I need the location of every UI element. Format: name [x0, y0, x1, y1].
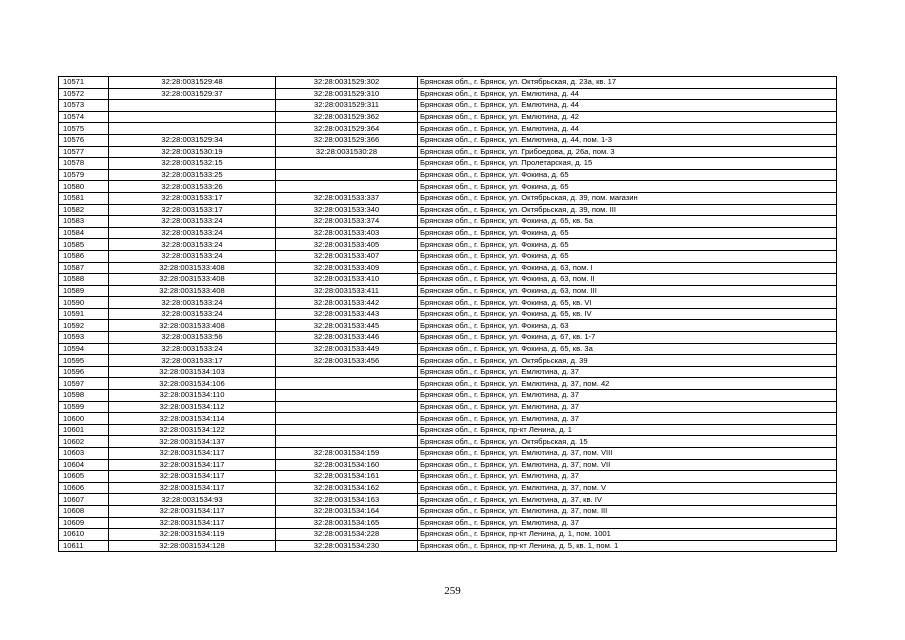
row-number-cell: 10578 — [59, 158, 109, 170]
object-number-cell: 32:28:0031534:165 — [276, 517, 418, 529]
object-number-cell: 32:28:0031533:442 — [276, 297, 418, 309]
row-number-cell: 10606 — [59, 482, 109, 494]
parcel-number-cell: 32:28:0031529:37 — [109, 88, 276, 100]
table-row — [59, 297, 837, 309]
parcel-number-cell: 32:28:0031534:114 — [109, 413, 276, 425]
address-cell: Брянская обл., г. Брянск, ул. Емлютина, д. 37 — [418, 517, 837, 529]
row-number-cell: 10586 — [59, 250, 109, 262]
parcel-number-cell: 32:28:0031533:24 — [109, 239, 276, 251]
object-number-cell: 32:28:0031533:374 — [276, 216, 418, 228]
table-row — [59, 77, 837, 89]
object-number-cell — [276, 424, 418, 436]
row-number-cell: 10610 — [59, 529, 109, 541]
table-row — [59, 262, 837, 274]
address-cell: Брянская обл., г. Брянск, ул. Октябрьская, д. 15 — [418, 436, 837, 448]
row-number-cell: 10571 — [59, 77, 109, 89]
row-number-cell: 10588 — [59, 274, 109, 286]
address-cell: Брянская обл., г. Брянск, ул. Емлютина, д. 37 — [418, 401, 837, 413]
table-row — [59, 332, 837, 344]
row-number-cell: 10582 — [59, 204, 109, 216]
parcel-number-cell: 32:28:0031529:34 — [109, 134, 276, 146]
address-cell: Брянская обл., г. Брянск, ул. Грибоедова, д. 26а, пом. 3 — [418, 146, 837, 158]
row-number-cell: 10591 — [59, 308, 109, 320]
parcel-number-cell: 32:28:0031533:408 — [109, 262, 276, 274]
table-row — [59, 505, 837, 517]
row-number-cell: 10601 — [59, 424, 109, 436]
object-number-cell — [276, 401, 418, 413]
row-number-cell: 10599 — [59, 401, 109, 413]
parcel-number-cell: 32:28:0031534:122 — [109, 424, 276, 436]
object-number-cell: 32:28:0031529:364 — [276, 123, 418, 135]
row-number-cell: 10598 — [59, 390, 109, 402]
object-number-cell: 32:28:0031529:366 — [276, 134, 418, 146]
parcel-number-cell: 32:28:0031534:103 — [109, 366, 276, 378]
row-number-cell: 10605 — [59, 471, 109, 483]
table-row — [59, 169, 837, 181]
object-number-cell — [276, 169, 418, 181]
row-number-cell: 10596 — [59, 366, 109, 378]
row-number-cell: 10580 — [59, 181, 109, 193]
object-number-cell: 32:28:0031534:162 — [276, 482, 418, 494]
address-cell: Брянская обл., г. Брянск, пр-кт Ленина, д. 5, кв. 1, пом. 1 — [418, 540, 837, 552]
address-cell: Брянская обл., г. Брянск, ул. Емлютина, д. 37 — [418, 390, 837, 402]
row-number-cell: 10584 — [59, 227, 109, 239]
parcel-number-cell — [109, 123, 276, 135]
table-row — [59, 366, 837, 378]
table-row — [59, 181, 837, 193]
table-row — [59, 285, 837, 297]
table-row — [59, 436, 837, 448]
parcel-number-cell: 32:28:0031533:25 — [109, 169, 276, 181]
object-number-cell: 32:28:0031534:164 — [276, 505, 418, 517]
table-row — [59, 250, 837, 262]
address-cell: Брянская обл., г. Брянск, ул. Фокина, д. 67, кв. 1-7 — [418, 332, 837, 344]
row-number-cell: 10572 — [59, 88, 109, 100]
parcel-number-cell: 32:28:0031533:56 — [109, 332, 276, 344]
address-cell: Брянская обл., г. Брянск, ул. Фокина, д. 65 — [418, 239, 837, 251]
object-number-cell: 32:28:0031533:405 — [276, 239, 418, 251]
address-cell: Брянская обл., г. Брянск, ул. Емлютина, д. 44 — [418, 100, 837, 112]
table-row — [59, 216, 837, 228]
row-number-cell: 10583 — [59, 216, 109, 228]
address-cell: Брянская обл., г. Брянск, ул. Емлютина, д. 37 — [418, 413, 837, 425]
object-number-cell: 32:28:0031533:409 — [276, 262, 418, 274]
table-row — [59, 111, 837, 123]
object-number-cell: 32:28:0031533:340 — [276, 204, 418, 216]
row-number-cell: 10608 — [59, 505, 109, 517]
table-row — [59, 413, 837, 425]
parcel-number-cell: 32:28:0031533:24 — [109, 308, 276, 320]
address-cell: Брянская обл., г. Брянск, ул. Емлютина, д. 37 — [418, 366, 837, 378]
parcel-number-cell: 32:28:0031530:19 — [109, 146, 276, 158]
parcel-number-cell: 32:28:0031533:24 — [109, 297, 276, 309]
address-cell: Брянская обл., г. Брянск, ул. Октябрьская, д. 23а, кв. 17 — [418, 77, 837, 89]
row-number-cell: 10604 — [59, 459, 109, 471]
address-cell: Брянская обл., г. Брянск, ул. Фокина, д. 65, кв. 5а — [418, 216, 837, 228]
address-cell: Брянская обл., г. Брянск, ул. Фокина, д. 63, пом. III — [418, 285, 837, 297]
row-number-cell: 10597 — [59, 378, 109, 390]
table-row — [59, 146, 837, 158]
table-row — [59, 123, 837, 135]
table-row — [59, 471, 837, 483]
object-number-cell — [276, 390, 418, 402]
row-number-cell: 10587 — [59, 262, 109, 274]
parcel-number-cell: 32:28:0031533:408 — [109, 274, 276, 286]
table-row — [59, 88, 837, 100]
object-number-cell: 32:28:0031533:443 — [276, 308, 418, 320]
row-number-cell: 10595 — [59, 355, 109, 367]
row-number-cell: 10600 — [59, 413, 109, 425]
address-cell: Брянская обл., г. Брянск, ул. Емлютина, д. 37, пом. III — [418, 505, 837, 517]
address-cell: Брянская обл., г. Брянск, ул. Емлютина, д. 44 — [418, 88, 837, 100]
table-row — [59, 308, 837, 320]
object-number-cell: 32:28:0031534:163 — [276, 494, 418, 506]
table-row — [59, 540, 837, 552]
table-row — [59, 401, 837, 413]
address-cell: Брянская обл., г. Брянск, ул. Емлютина, д. 42 — [418, 111, 837, 123]
table-row — [59, 320, 837, 332]
row-number-cell: 10611 — [59, 540, 109, 552]
address-cell: Брянская обл., г. Брянск, ул. Фокина, д. 65 — [418, 250, 837, 262]
parcel-number-cell: 32:28:0031534:106 — [109, 378, 276, 390]
object-number-cell — [276, 378, 418, 390]
parcel-number-cell: 32:28:0031533:17 — [109, 355, 276, 367]
object-number-cell: 32:28:0031533:337 — [276, 192, 418, 204]
object-number-cell: 32:28:0031533:445 — [276, 320, 418, 332]
object-number-cell: 32:28:0031534:160 — [276, 459, 418, 471]
row-number-cell: 10593 — [59, 332, 109, 344]
object-number-cell: 32:28:0031533:403 — [276, 227, 418, 239]
row-number-cell: 10579 — [59, 169, 109, 181]
address-cell: Брянская обл., г. Брянск, ул. Фокина, д. 63, пом. I — [418, 262, 837, 274]
address-cell: Брянская обл., г. Брянск, ул. Емлютина, д. 37, пом. V — [418, 482, 837, 494]
address-cell: Брянская обл., г. Брянск, ул. Емлютина, д. 37 — [418, 471, 837, 483]
table-row — [59, 482, 837, 494]
parcel-number-cell — [109, 100, 276, 112]
parcel-number-cell: 32:28:0031534:117 — [109, 517, 276, 529]
address-cell: Брянская обл., г. Брянск, ул. Емлютина, д. 37, пом. VII — [418, 459, 837, 471]
address-cell: Брянская обл., г. Брянск, ул. Емлютина, д. 44, пом. 1-3 — [418, 134, 837, 146]
object-number-cell: 32:28:0031533:407 — [276, 250, 418, 262]
row-number-cell: 10609 — [59, 517, 109, 529]
parcel-number-cell: 32:28:0031534:128 — [109, 540, 276, 552]
object-number-cell: 32:28:0031533:449 — [276, 343, 418, 355]
object-number-cell: 32:28:0031534:161 — [276, 471, 418, 483]
object-number-cell: 32:28:0031529:311 — [276, 100, 418, 112]
row-number-cell: 10574 — [59, 111, 109, 123]
parcel-number-cell: 32:28:0031534:117 — [109, 471, 276, 483]
object-number-cell: 32:28:0031534:159 — [276, 448, 418, 460]
object-number-cell: 32:28:0031533:446 — [276, 332, 418, 344]
table-row — [59, 192, 837, 204]
parcel-number-cell: 32:28:0031534:117 — [109, 459, 276, 471]
address-cell: Брянская обл., г. Брянск, ул. Фокина, д. 65 — [418, 181, 837, 193]
parcel-number-cell: 32:28:0031533:17 — [109, 192, 276, 204]
parcel-number-cell: 32:28:0031532:15 — [109, 158, 276, 170]
address-cell: Брянская обл., г. Брянск, ул. Емлютина, д. 37, пом. VIII — [418, 448, 837, 460]
object-number-cell: 32:28:0031529:362 — [276, 111, 418, 123]
object-number-cell: 32:28:0031530:28 — [276, 146, 418, 158]
parcel-number-cell: 32:28:0031534:112 — [109, 401, 276, 413]
table-row — [59, 274, 837, 286]
table-row — [59, 378, 837, 390]
object-number-cell — [276, 413, 418, 425]
registry-table-body — [59, 77, 837, 552]
object-number-cell: 32:28:0031534:230 — [276, 540, 418, 552]
table-row — [59, 100, 837, 112]
address-cell: Брянская обл., г. Брянск, ул. Октябрьская, д. 39, пом. магазин — [418, 192, 837, 204]
object-number-cell: 32:28:0031534:228 — [276, 529, 418, 541]
parcel-number-cell: 32:28:0031533:24 — [109, 343, 276, 355]
parcel-number-cell: 32:28:0031533:24 — [109, 227, 276, 239]
row-number-cell: 10577 — [59, 146, 109, 158]
object-number-cell — [276, 181, 418, 193]
address-cell: Брянская обл., г. Брянск, ул. Октябрьская, д. 39 — [418, 355, 837, 367]
address-cell: Брянская обл., г. Брянск, ул. Емлютина, д. 37, пом. 42 — [418, 378, 837, 390]
registry-table — [58, 76, 837, 552]
object-number-cell: 32:28:0031533:410 — [276, 274, 418, 286]
parcel-number-cell — [109, 111, 276, 123]
address-cell: Брянская обл., г. Брянск, ул. Фокина, д. 65, кв. 3а — [418, 343, 837, 355]
object-number-cell — [276, 366, 418, 378]
address-cell: Брянская обл., г. Брянск, пр-кт Ленина, д. 1, пом. 1001 — [418, 529, 837, 541]
row-number-cell: 10573 — [59, 100, 109, 112]
object-number-cell: 32:28:0031529:302 — [276, 77, 418, 89]
parcel-number-cell: 32:28:0031534:119 — [109, 529, 276, 541]
object-number-cell: 32:28:0031529:310 — [276, 88, 418, 100]
object-number-cell — [276, 158, 418, 170]
row-number-cell: 10603 — [59, 448, 109, 460]
table-row — [59, 517, 837, 529]
row-number-cell: 10594 — [59, 343, 109, 355]
address-cell: Брянская обл., г. Брянск, пр-кт Ленина, д. 1 — [418, 424, 837, 436]
address-cell: Брянская обл., г. Брянск, ул. Пролетарская, д. 15 — [418, 158, 837, 170]
parcel-number-cell: 32:28:0031534:117 — [109, 505, 276, 517]
parcel-number-cell: 32:28:0031529:48 — [109, 77, 276, 89]
row-number-cell: 10576 — [59, 134, 109, 146]
table-row — [59, 227, 837, 239]
row-number-cell: 10585 — [59, 239, 109, 251]
table-row — [59, 424, 837, 436]
table-row — [59, 204, 837, 216]
parcel-number-cell: 32:28:0031533:24 — [109, 250, 276, 262]
table-row — [59, 343, 837, 355]
row-number-cell: 10590 — [59, 297, 109, 309]
parcel-number-cell: 32:28:0031533:408 — [109, 285, 276, 297]
page-number: 259 — [444, 585, 461, 597]
table-row — [59, 459, 837, 471]
table-row — [59, 239, 837, 251]
row-number-cell: 10602 — [59, 436, 109, 448]
address-cell: Брянская обл., г. Брянск, ул. Емлютина, д. 44 — [418, 123, 837, 135]
table-row — [59, 494, 837, 506]
row-number-cell: 10581 — [59, 192, 109, 204]
address-cell: Брянская обл., г. Брянск, ул. Фокина, д. 63 — [418, 320, 837, 332]
table-row — [59, 355, 837, 367]
parcel-number-cell: 32:28:0031534:117 — [109, 448, 276, 460]
row-number-cell: 10575 — [59, 123, 109, 135]
table-row — [59, 390, 837, 402]
table-row — [59, 158, 837, 170]
object-number-cell: 32:28:0031533:456 — [276, 355, 418, 367]
address-cell: Брянская обл., г. Брянск, ул. Фокина, д. 65 — [418, 169, 837, 181]
parcel-number-cell: 32:28:0031534:110 — [109, 390, 276, 402]
address-cell: Брянская обл., г. Брянск, ул. Емлютина, д. 37, кв. IV — [418, 494, 837, 506]
table-row — [59, 448, 837, 460]
table-row — [59, 529, 837, 541]
row-number-cell: 10589 — [59, 285, 109, 297]
object-number-cell — [276, 436, 418, 448]
parcel-number-cell: 32:28:0031534:117 — [109, 482, 276, 494]
parcel-number-cell: 32:28:0031533:24 — [109, 216, 276, 228]
table-row — [59, 134, 837, 146]
parcel-number-cell: 32:28:0031533:26 — [109, 181, 276, 193]
parcel-number-cell: 32:28:0031534:93 — [109, 494, 276, 506]
object-number-cell: 32:28:0031533:411 — [276, 285, 418, 297]
address-cell: Брянская обл., г. Брянск, ул. Фокина, д. 63, пом. II — [418, 274, 837, 286]
address-cell: Брянская обл., г. Брянск, ул. Фокина, д. 65, кв. VI — [418, 297, 837, 309]
row-number-cell: 10607 — [59, 494, 109, 506]
parcel-number-cell: 32:28:0031533:408 — [109, 320, 276, 332]
address-cell: Брянская обл., г. Брянск, ул. Фокина, д. 65 — [418, 227, 837, 239]
address-cell: Брянская обл., г. Брянск, ул. Фокина, д. 65, кв. IV — [418, 308, 837, 320]
parcel-number-cell: 32:28:0031533:17 — [109, 204, 276, 216]
row-number-cell: 10592 — [59, 320, 109, 332]
address-cell: Брянская обл., г. Брянск, ул. Октябрьская, д. 39, пом. III — [418, 204, 837, 216]
parcel-number-cell: 32:28:0031534:137 — [109, 436, 276, 448]
